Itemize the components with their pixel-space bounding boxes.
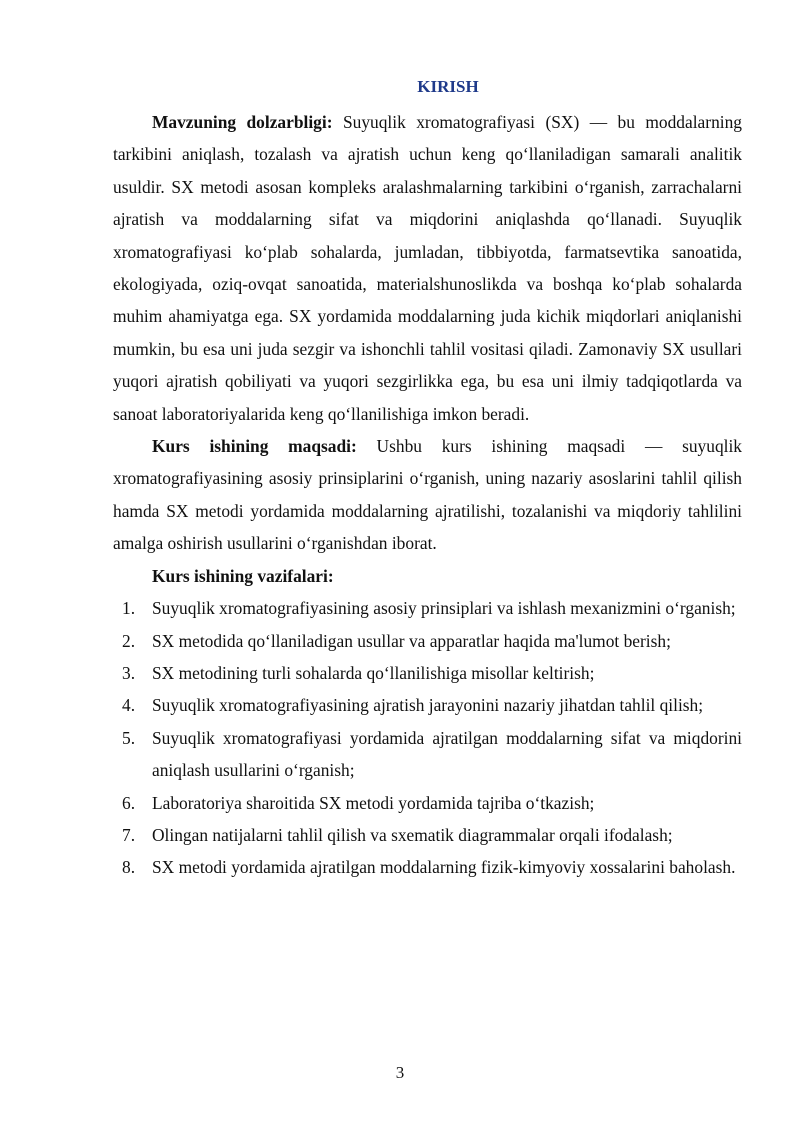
list-item-text: Suyuqlik xromatografiyasi yordamida ajratilgan moddalarning sifat va miqdorini aniqlash usullarini oʻrganish;: [152, 727, 742, 781]
list-item-number: 1.: [122, 598, 136, 619]
list-item: [113, 689, 742, 721]
tasks-list: [113, 592, 742, 884]
list-item-number: 2.: [122, 630, 136, 651]
list-item: [113, 787, 742, 819]
list-item-number: 8.: [122, 857, 136, 878]
list-item: [113, 722, 742, 787]
list-item-number: 4.: [122, 695, 136, 716]
relevance-text: Suyuqlik xromatografiyasi (SX) — bu moddalarning tarkibini aniqlash, tozalash va ajratish uchun keng qoʻllaniladigan samarali analitik usuldir. SX metodi asosan kompleks aralashmalarning tarkibini oʻrganish, zarrachalarni ajratish va moddalarning sifat va miqdorini aniqlashda qoʻllanadi. Suyuqlik xromatografiyasi koʻplab sohalarda, jumladan, tibbiyotda, farmatsevtika sanoatida, ekologiyada, oziq-ovqat sanoatida, materialshunoslikda va boshqa koʻplab sohalarda muhim ahamiyatga ega. SX yordamida moddalarning juda kichik miqdorlari aniqlanishi mumkin, bu esa uni juda sezgir va ishonchli tahlil vositasi qiladi. Zamonaviy SX usullari yuqori ajratish qobiliyati va yuqori sezgirlikka ega, bu esa uni ilmiy tadqiqotlarda va sanoat laboratoriyalarida keng qoʻllanilishiga imkon beradi.: [113, 112, 742, 424]
list-item-number: 3.: [122, 662, 136, 683]
section-heading: KIRISH: [417, 77, 479, 96]
list-item: [113, 819, 742, 851]
goal-label: Kurs ishining maqsadi:: [152, 436, 357, 457]
list-item-text: SX metodining turli sohalarda qoʻllanilishiga misollar keltirish;: [152, 662, 595, 683]
list-item-text: Olingan natijalarni tahlil qilish va sxematik diagrammalar orqali ifodalash;: [152, 824, 673, 845]
list-item-text: SX metodida qoʻllaniladigan usullar va apparatlar haqida ma'lumot berish;: [152, 630, 671, 651]
relevance-paragraph: [113, 106, 742, 430]
relevance-label: Mavzuning dolzarbligi:: [152, 112, 333, 132]
list-item: [113, 592, 742, 624]
list-item-text: Laboratoriya sharoitida SX metodi yordamida tajriba oʻtkazish;: [152, 792, 595, 813]
page-number: 3: [395, 1063, 405, 1082]
goal-paragraph: [113, 430, 742, 560]
list-item: [113, 657, 742, 689]
list-item-number: 7.: [122, 824, 136, 845]
list-item: [113, 625, 742, 657]
list-item-text: Suyuqlik xromatografiyasining asosiy prinsiplari va ishlash mexanizmini oʻrganish;: [152, 598, 736, 619]
list-item-text: Suyuqlik xromatografiyasining ajratish jarayonini nazariy jihatdan tahlil qilish;: [152, 695, 704, 716]
tasks-title: Kurs ishining vazifalari:: [152, 565, 334, 586]
goal-text: Ushbu kurs ishining maqsadi — suyuqlik xromatografiyasining asosiy prinsiplarini oʻrganish, uning nazariy asoslarini tahlil qilish hamda SX metodi yordamida moddalarning ajratilishi, tozalanishi va miqdoriy tahlilini amalga oshirish usullarini oʻrganishdan iborat.: [113, 436, 743, 554]
document-body: [113, 106, 742, 884]
list-item: [113, 851, 742, 883]
list-item-text: SX metodi yordamida ajratilgan moddalarning fizik-kimyoviy xossalarini baholash.: [152, 857, 736, 878]
list-item-number: 5.: [122, 727, 136, 748]
list-item-number: 6.: [122, 792, 136, 813]
